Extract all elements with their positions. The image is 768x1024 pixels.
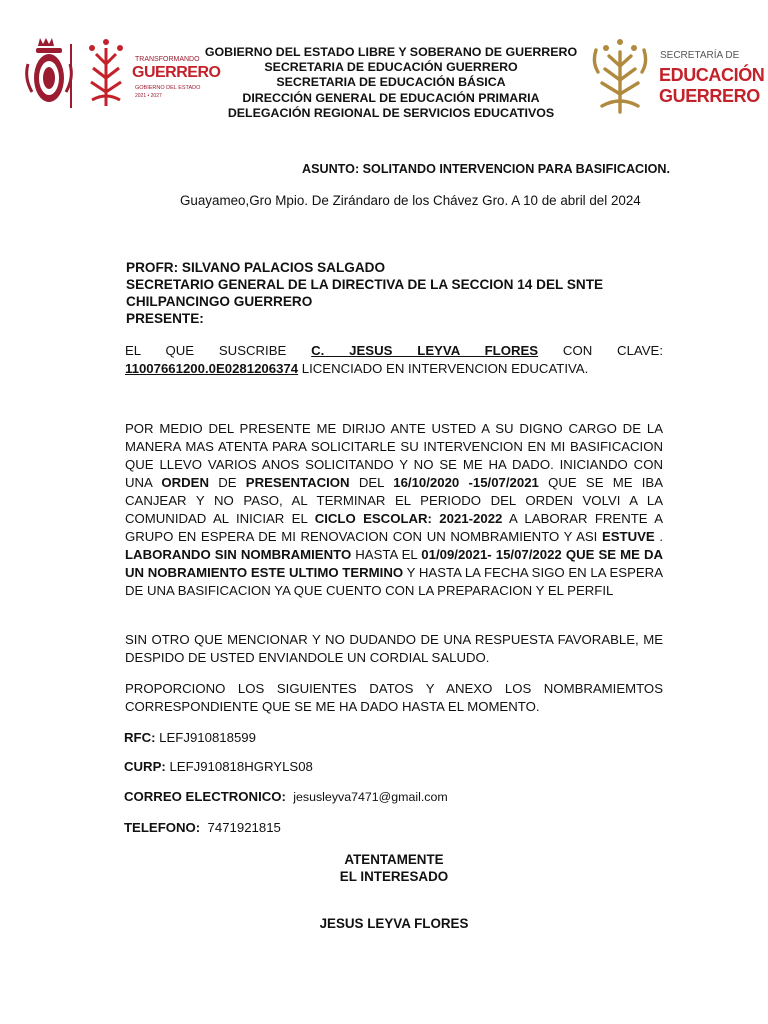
body-paragraph-3: PROPORCIONO LOS SIGUIENTES DATOS Y ANEXO LOS NOMBRAMIEMTOS CORRESPONDIENTE QUE SE ME HA DADO HASTA EL MOMENTO. — [125, 681, 663, 714]
education-tree-icon — [588, 36, 652, 116]
phone-label: TELEFONO: — [124, 820, 201, 835]
email-field — [124, 789, 448, 804]
body-text: Y HASTA LA FECHA SIGO EN LA ESPERA DE UNA BASIFICACION YA QUE CUENTO CON LA PREPARACION Y EL PERFIL — [125, 565, 663, 598]
body-paragraph-1 — [125, 420, 663, 600]
body-bold: 01/09/2021- 15/07/2022 QUE SE ME DA UN NOBRAMIENTO ESTE ULTIMO TERMINO — [125, 547, 663, 580]
body-text: DEL — [349, 475, 394, 490]
recipient-title: SECRETARIO GENERAL DE LA DIRECTIVA DE LA SECCION 14 DEL SNTE — [126, 277, 604, 292]
intro-text-2: CON CLAVE: — [562, 343, 663, 358]
rfc-field — [124, 730, 256, 745]
employee-key: 11007661200.0E0281206374 — [125, 361, 299, 376]
signature-name: JESUS LEYVA FLORES — [319, 916, 469, 931]
body-bold: ESTUVE — [601, 529, 655, 544]
body-text: A LABORAR FRENTE A GRUPO EN ESPERA DE MI RENOVACION CON UN NOMBRAMIENTO Y ASI — [125, 511, 664, 544]
place-and-date: Guayameo,Gro Mpio. De Zirándaro de los Chávez Gro. A 10 de abril del 2024 — [180, 193, 641, 208]
intro-paragraph — [125, 342, 663, 378]
closing-block — [250, 851, 538, 885]
intro-text-3: LICENCIADO EN INTERVENCION EDUCATIVA. — [301, 361, 589, 376]
logo-years: 2021 • 2027 — [135, 93, 162, 99]
subject-line: ASUNTO: SOLITANDO INTERVENCION PARA BASIFICACION. — [302, 162, 671, 176]
logo-guerrero-wordmark: GUERRERO — [132, 64, 221, 81]
email-value: jesusleyva7471@gmail.com — [293, 790, 448, 804]
curp-field — [124, 759, 313, 774]
closing-interesado: EL INTERESADO — [339, 869, 449, 884]
phone-field — [124, 820, 281, 835]
recipient-city: CHILPANCINGO GUERRERO — [126, 294, 313, 309]
body-text: DE — [208, 475, 246, 490]
closing-atentamente: ATENTAMENTE — [344, 852, 444, 867]
header-line-5: DELEGACIÓN REGIONAL DE SERVICIOS EDUCATIVOS — [227, 105, 555, 120]
body-text: POR MEDIO DEL PRESENTE ME DIRIJO ANTE USTED A SU DIGNO CARGO DE LA MANERA MAS ATENTA PARA SOLICITARLE SU INTERVENCION EN MI BASIFICACION QUE LLEVO VARIOS ANOS SOLICITANDO Y NO SE ME HA DADO. INICIANDO CON UNA — [125, 421, 663, 490]
logo-transformando: TRANSFORMANDO — [135, 56, 200, 63]
applicant-name: C. JESUS LEYVA FLORES — [311, 343, 539, 358]
secretaria-educacion-logo — [588, 36, 765, 116]
body-bold: 16/10/2020 -15/07/2021 — [393, 475, 539, 490]
logo-gobierno: GOBIERNO DEL ESTADO — [135, 85, 201, 91]
logo-educacion: EDUCACIÓN — [659, 65, 765, 85]
email-label: CORREO ELECTRONICO: — [124, 789, 286, 804]
recipient-name: PROFR: SILVANO PALACIOS SALGADO — [126, 260, 386, 275]
header-line-1: GOBIERNO DEL ESTADO LIBRE Y SOBERANO DE GUERRERO — [204, 45, 578, 59]
phone-value: 7471921815 — [207, 820, 281, 835]
body-paragraph-2: SIN OTRO QUE MENCIONAR Y NO DUDANDO DE UNA RESPUESTA FAVORABLE, ME DESPIDO DE USTED ENVIANDOLE UN CORDIAL SALUDO. — [125, 632, 663, 665]
body-bold: PRESENTACION — [245, 475, 350, 490]
rfc-value: LEFJ910818599 — [159, 730, 256, 745]
curp-value: LEFJ910818HGRYLS08 — [169, 759, 313, 774]
recipient-presente: PRESENTE: — [126, 311, 204, 326]
body-text: HASTA EL — [351, 547, 422, 562]
header-line-4: DIRECCIÓN GENERAL DE EDUCACIÓN PRIMARIA — [242, 90, 540, 105]
curp-label: CURP: — [124, 759, 166, 774]
body-bold: ORDEN — [161, 475, 209, 490]
intro-text-1: EL QUE SUSCRIBE — [125, 343, 287, 358]
recipient-block — [126, 259, 603, 327]
logo-guerrero: GUERRERO — [659, 86, 760, 106]
header-line-2: SECRETARIA DE EDUCACIÓN GUERRERO — [264, 60, 518, 75]
rfc-label: RFC: — [124, 730, 156, 745]
guerrero-government-logo — [18, 34, 223, 114]
body-text: QUE SE ME IBA CANJEAR Y NO PASO, AL TERMINAR EL PERIODO DEL ORDEN VOLVI A LA COMUNIDAD AL INICIAR EL — [125, 475, 664, 526]
intro-line-1 — [125, 342, 663, 360]
logo-secretaria-de: SECRETARÍA DE — [660, 50, 740, 61]
header-line-3: SECRETARIA DE EDUCACIÓN BÁSICA — [276, 75, 506, 90]
body-bold: LABORANDO SIN NOMBRAMIENTO — [125, 547, 352, 562]
letterhead-institution — [196, 45, 586, 121]
body-text: . — [654, 529, 664, 544]
body-bold: CICLO ESCOLAR: 2021-2022 — [314, 511, 503, 526]
